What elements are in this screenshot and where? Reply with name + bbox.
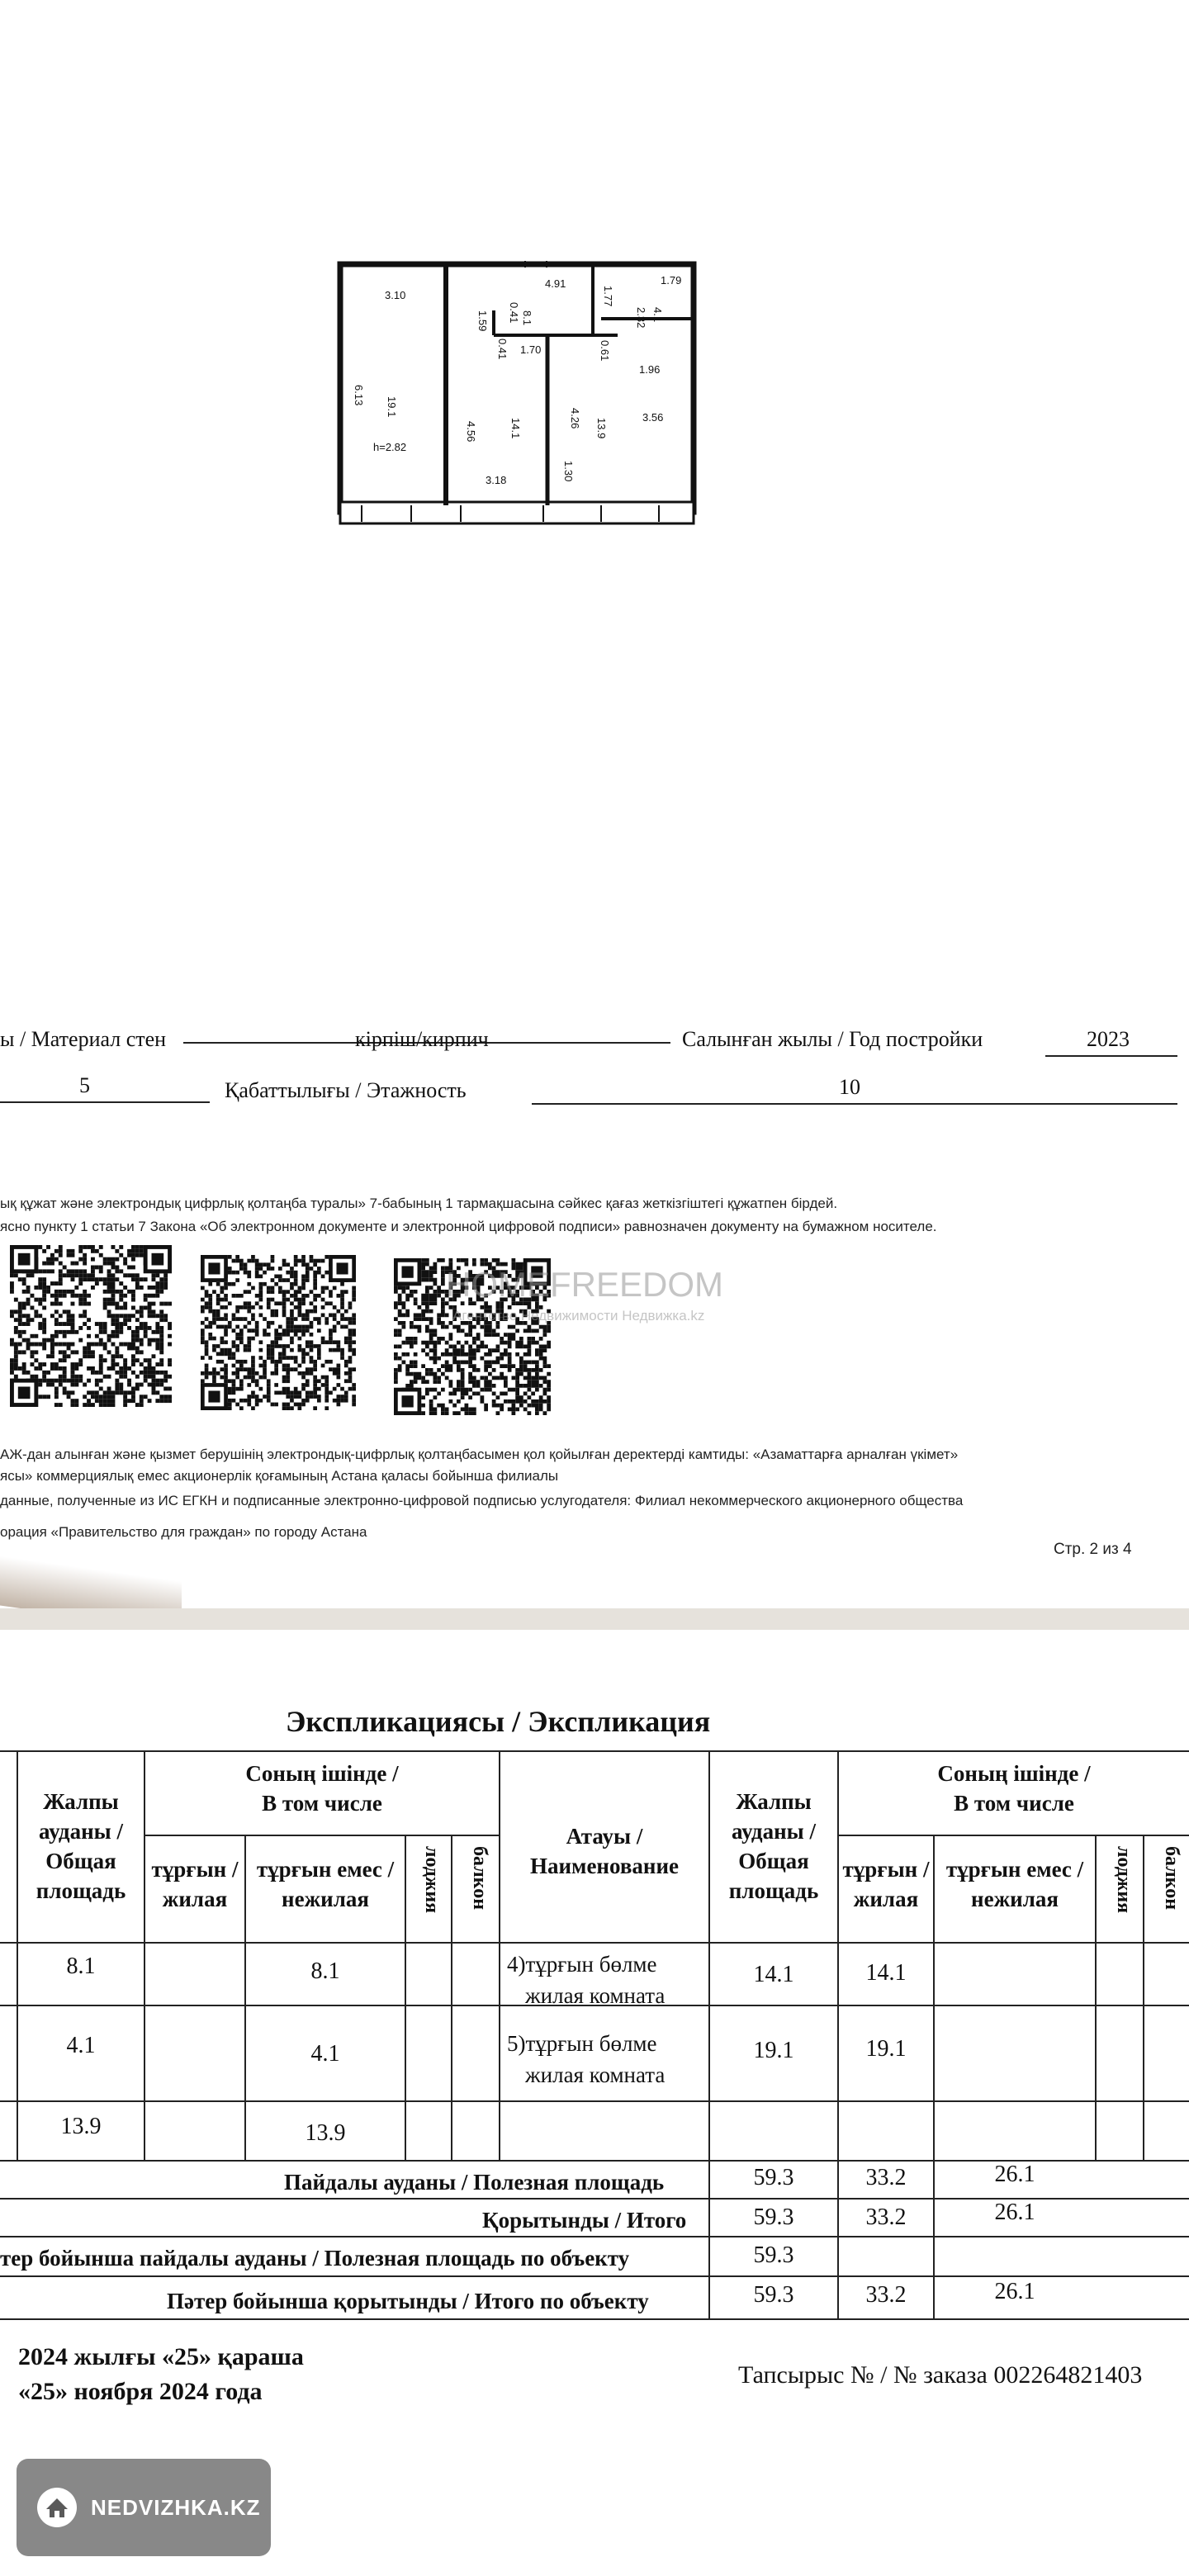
- signature-text-ru-2: орация «Правительство для граждан» по городу Астана: [0, 1524, 367, 1540]
- col-line-5: [499, 1750, 500, 2160]
- table-top-line: [0, 1750, 1189, 1752]
- summary2-line: [0, 2236, 1189, 2237]
- right-header-balcony: балкон: [1161, 1846, 1182, 1911]
- svg-text:1.30: 1.30: [562, 461, 575, 482]
- order-number: Тапсырыс № / № заказа 002264821403: [738, 2361, 1143, 2389]
- svg-text:0.41: 0.41: [508, 302, 520, 324]
- right-row2-total: 19.1: [753, 2038, 794, 2063]
- right-row1-name-ru: жилая комната: [525, 1983, 666, 2008]
- summary4-line: [0, 2318, 1189, 2320]
- summary-useful-label: Пайдалы ауданы / Полезная площадь: [284, 2170, 665, 2195]
- summary-object-total-living: 33.2: [865, 2282, 907, 2308]
- summary-total-total: 59.3: [753, 2204, 794, 2230]
- svg-text:14.1: 14.1: [509, 418, 522, 439]
- date-kz: 2024 жылғы «25» қараша: [18, 2343, 304, 2370]
- signature-text-kz-1: АЖ-дан алынған және қызмет берушінің электрондық-цифрлық қолтаңбасымен қол қойылған деректерді камтиды: «Азаматтарға арналған үкімет»: [0, 1447, 959, 1462]
- floor-plan-drawing: [337, 261, 697, 527]
- left-header-total: Жалпы ауданы / Общая площадь: [36, 1789, 126, 1903]
- left-row3-total: 13.9: [60, 2114, 102, 2139]
- svg-text:1.79: 1.79: [661, 274, 682, 286]
- summary3-line: [0, 2275, 1189, 2277]
- svg-text:4.1: 4.1: [651, 307, 664, 323]
- col-line-10: [1143, 1835, 1144, 2160]
- left-header-balcony: балкон: [469, 1846, 490, 1911]
- right-header-name: Атауы / Наименование: [530, 1824, 679, 1878]
- right-header-incl: Соның ішінде / В том числе: [937, 1761, 1091, 1816]
- summary-total-label: Қорытынды / Итого: [482, 2208, 687, 2233]
- left-header-nonliving: тұрғын емес / нежилая: [256, 1857, 395, 1911]
- svg-text:4.26: 4.26: [569, 408, 581, 429]
- left-header-incl: Соның ішінде / В том числе: [245, 1761, 399, 1816]
- svg-text:1.70: 1.70: [520, 343, 542, 356]
- right-row1-total: 14.1: [753, 1962, 794, 1987]
- floors-value: 10: [839, 1075, 860, 1099]
- summary-useful-nonliving: 26.1: [994, 2162, 1035, 2187]
- explication-title: Экспликациясы / Экспликация: [286, 1705, 711, 1738]
- right-header-total: Жалпы ауданы / Общая площадь: [728, 1789, 819, 1903]
- left-header-loggia: лоджия: [421, 1846, 443, 1914]
- right-row1-living: 14.1: [865, 1960, 907, 1986]
- header-bottom-line: [0, 1942, 1189, 1944]
- svg-text:3.18: 3.18: [486, 474, 507, 486]
- row2-line: [0, 2100, 1189, 2102]
- summary-useful-total: 59.3: [753, 2165, 794, 2190]
- right-header-nonliving: тұрғын емес / нежилая: [945, 1857, 1084, 1911]
- col-line-7: [837, 1750, 839, 2318]
- svg-text:4.91: 4.91: [545, 277, 566, 290]
- build-year-label: Салынған жылы / Год постройки: [682, 1027, 983, 1051]
- left-row2-total: 4.1: [66, 2033, 96, 2058]
- build-year-value: 2023: [1087, 1027, 1130, 1051]
- left-header-living: тұрғын / жилая: [151, 1857, 239, 1911]
- svg-text:1.96: 1.96: [639, 363, 661, 376]
- svg-text:3.56: 3.56: [642, 411, 664, 424]
- qr-code-1: [8, 1245, 173, 1407]
- left-row2-nonliving: 4.1: [310, 2041, 340, 2067]
- summary-total-living: 33.2: [865, 2204, 907, 2230]
- left-row3-nonliving: 13.9: [305, 2120, 346, 2146]
- house-icon: [36, 2487, 78, 2528]
- watermark-subtitle: Агентство Недвижимости Недвижка.kz: [452, 1308, 705, 1324]
- summary-total-nonliving: 26.1: [994, 2200, 1035, 2225]
- right-row2-name-kz: 5)тұрғын бөлме: [507, 2031, 657, 2056]
- floors-line: [532, 1103, 1177, 1105]
- col-line-9: [1095, 1835, 1097, 2160]
- qr-code-2: [193, 1255, 363, 1410]
- svg-text:4.56: 4.56: [465, 421, 477, 443]
- left-row1-total: 8.1: [66, 1953, 96, 1979]
- right-header-living: тұрғын / жилая: [842, 1857, 930, 1911]
- floor-value: 5: [79, 1073, 90, 1097]
- svg-text:8.1: 8.1: [521, 310, 533, 326]
- svg-text:13.9: 13.9: [595, 418, 608, 439]
- badge-text: NEDVIZHKA.KZ: [91, 2494, 261, 2520]
- floor-line: [0, 1101, 210, 1103]
- nedvizhka-badge[interactable]: [17, 2459, 271, 2556]
- svg-text:0.61: 0.61: [599, 340, 611, 362]
- date-ru: «25» ноября 2024 года: [18, 2378, 263, 2405]
- legal-text-kz: ық құжат және электрондық цифрлық қолтаңба туралы» 7-бабының 1 тармақшасына сәйкес қағаз жеткізгіштегі құжатпен бірдей.: [0, 1196, 838, 1211]
- legal-text-ru: ясно пункту 1 статьи 7 Закона «Об электронном документе и электронной цифровой подписи» равнозначен документу на бумажном носителе.: [0, 1219, 937, 1234]
- summary-object-useful-total: 59.3: [753, 2242, 794, 2268]
- right-header-loggia: лоджия: [1113, 1846, 1135, 1914]
- page-number: Стр. 2 из 4: [1054, 1541, 1132, 1558]
- plan-dimension-labels: [353, 274, 681, 486]
- svg-text:19.1: 19.1: [386, 396, 398, 418]
- wall-material-label: ы / Материал стен: [0, 1027, 167, 1051]
- right-row1-name-kz: 4)тұрғын бөлме: [507, 1952, 657, 1977]
- col-line-3: [405, 1835, 406, 2160]
- wall-material-value: кірпіш/кирпич: [355, 1027, 489, 1051]
- col-line-4: [451, 1835, 452, 2160]
- left-row1-nonliving: 8.1: [310, 1958, 340, 1984]
- right-subheader-line: [837, 1835, 1189, 1836]
- summary-object-total-label: Пәтер бойынша қорытынды / Итого по объекту: [167, 2289, 649, 2313]
- right-row2-living: 19.1: [865, 2036, 907, 2062]
- floor-plan: [337, 261, 697, 527]
- summary-object-total-total: 59.3: [753, 2282, 794, 2308]
- summary-object-total-nonliving: 26.1: [994, 2279, 1035, 2304]
- page-divider: [0, 1608, 1189, 1630]
- svg-text:2.32: 2.32: [635, 307, 647, 329]
- summary-object-useful-label: тер бойынша пайдалы ауданы / Полезная площадь по объекту: [0, 2246, 630, 2271]
- svg-text:1.77: 1.77: [602, 286, 614, 307]
- build-year-line: [1045, 1055, 1177, 1057]
- watermark-logo: HOMEFREEDOM: [446, 1265, 723, 1304]
- svg-text:6.13: 6.13: [353, 385, 365, 406]
- svg-text:h=2.82: h=2.82: [373, 441, 407, 453]
- summary-useful-living: 33.2: [865, 2165, 907, 2190]
- right-row2-name-ru: жилая комната: [525, 2062, 666, 2087]
- signature-text-kz-2: ясы» коммерциялық емес акционерлік қоғамының Астана қаласы бойынша филиалы: [0, 1468, 559, 1484]
- floors-label: Қабаттылығы / Этажность: [225, 1078, 467, 1102]
- svg-text:1.59: 1.59: [476, 310, 489, 332]
- left-subheader-line: [144, 1835, 499, 1836]
- svg-text:3.10: 3.10: [385, 289, 406, 301]
- svg-text:0.41: 0.41: [496, 339, 509, 360]
- signature-text-ru-1: данные, полученные из ИС ЕГКН и подписанные электронно-цифровой подписью услугодателя: Филиал некоммерческого акционерного общества: [0, 1493, 964, 1508]
